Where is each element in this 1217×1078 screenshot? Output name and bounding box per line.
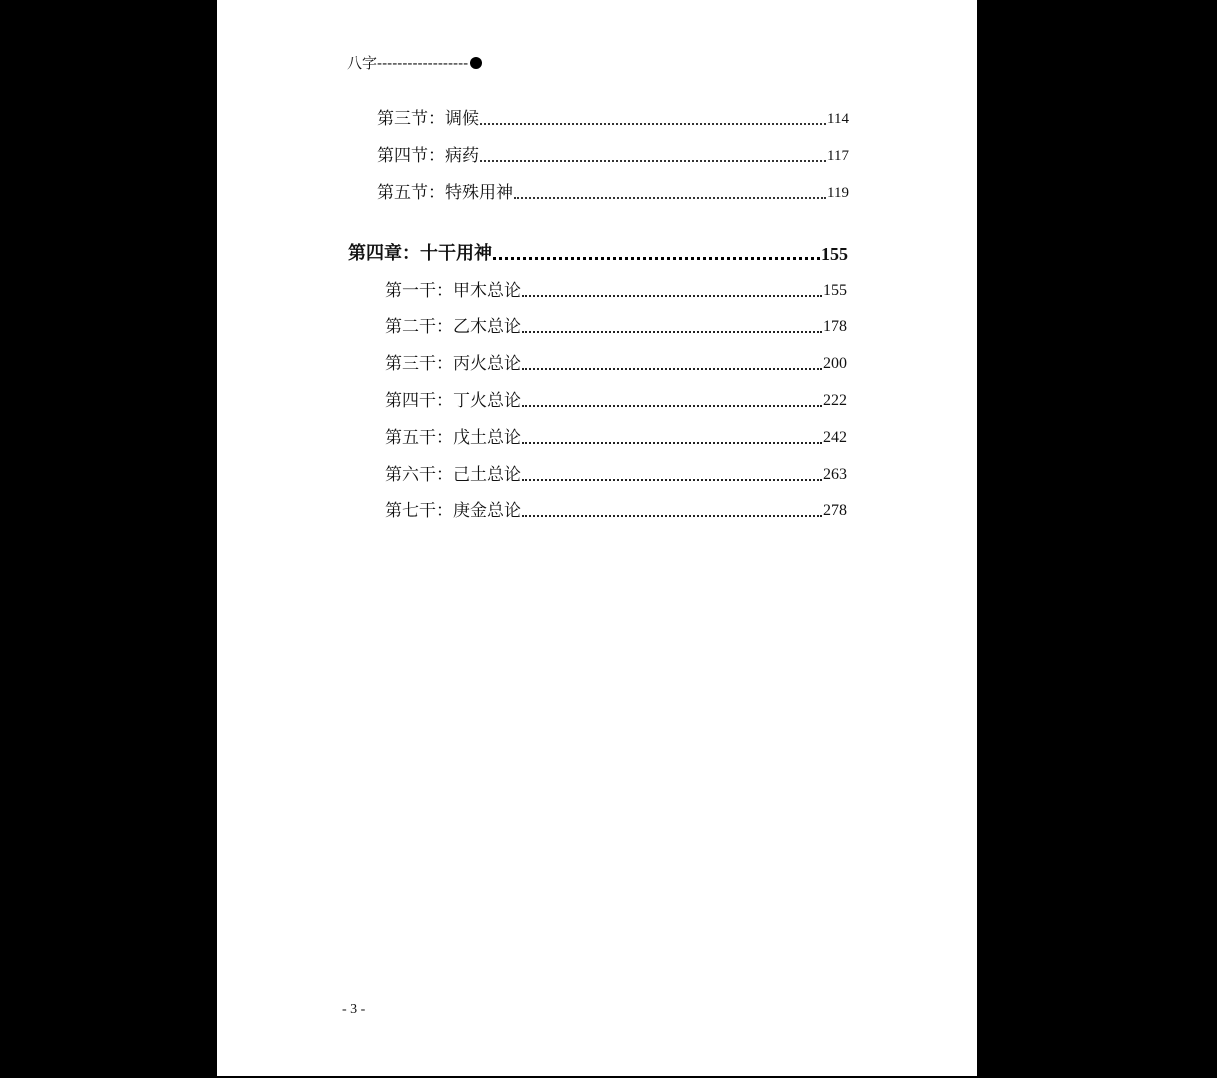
dot-leader — [514, 197, 826, 199]
toc-entry-page: 155 — [823, 282, 847, 299]
page-number: - 3 - — [342, 1002, 366, 1017]
toc-entry-label: 第六干：己土总论 — [385, 465, 521, 485]
toc-entry-label: 第四节：病药 — [377, 146, 479, 166]
dot-leader — [522, 515, 822, 517]
dot-leader — [480, 123, 826, 125]
toc-chapter-page: 155 — [821, 244, 848, 264]
bullet-icon — [470, 57, 482, 69]
header-text: 八字------------------ — [347, 54, 469, 72]
document-page — [217, 0, 977, 1076]
toc-entry-label: 第二干：乙木总论 — [385, 317, 521, 337]
toc-entry-section-3[interactable] — [377, 108, 849, 130]
toc-entry-label: 第四干：丁火总论 — [385, 391, 521, 411]
toc-entry-page: 242 — [823, 429, 847, 446]
toc-chapter-label: 第四章：十干用神 — [348, 243, 492, 264]
dot-leader — [522, 331, 822, 333]
toc-entry-stem-3[interactable] — [385, 353, 847, 375]
toc-entry-page: 278 — [823, 502, 847, 519]
toc-entry-label: 第三节：调候 — [377, 109, 479, 129]
toc-entry-page: 200 — [823, 355, 847, 372]
toc-entry-page: 117 — [827, 148, 849, 164]
toc-entry-label: 第五干：戊土总论 — [385, 428, 521, 448]
toc-entry-stem-5[interactable] — [385, 427, 847, 449]
toc-entry-stem-2[interactable] — [385, 316, 847, 338]
toc-entry-page: 263 — [823, 466, 847, 483]
toc-entry-label: 第一干：甲木总论 — [385, 281, 521, 301]
dot-leader — [522, 479, 822, 481]
toc-entry-stem-6[interactable] — [385, 464, 847, 486]
dot-leader — [522, 405, 822, 407]
toc-entry-page: 114 — [827, 111, 849, 127]
toc-entry-section-4[interactable] — [377, 145, 849, 167]
toc-entry-page: 222 — [823, 392, 847, 409]
running-header — [347, 52, 482, 73]
dot-leader — [480, 160, 826, 162]
toc-entry-label: 第五节：特殊用神 — [377, 183, 513, 203]
dot-leader — [522, 442, 822, 444]
toc-entry-stem-4[interactable] — [385, 390, 847, 412]
toc-entry-label: 第七干：庚金总论 — [385, 501, 521, 521]
toc-entry-stem-7[interactable] — [385, 500, 847, 522]
toc-entry-page: 178 — [823, 318, 847, 335]
toc-entry-page: 119 — [827, 185, 849, 201]
dot-leader — [522, 295, 822, 297]
toc-entry-stem-1[interactable] — [385, 280, 847, 302]
toc-entry-label: 第三干：丙火总论 — [385, 354, 521, 374]
toc-entry-chapter-4[interactable] — [348, 243, 848, 265]
dot-leader — [493, 257, 820, 260]
dot-leader — [522, 368, 822, 370]
toc-entry-section-5[interactable] — [377, 182, 849, 204]
